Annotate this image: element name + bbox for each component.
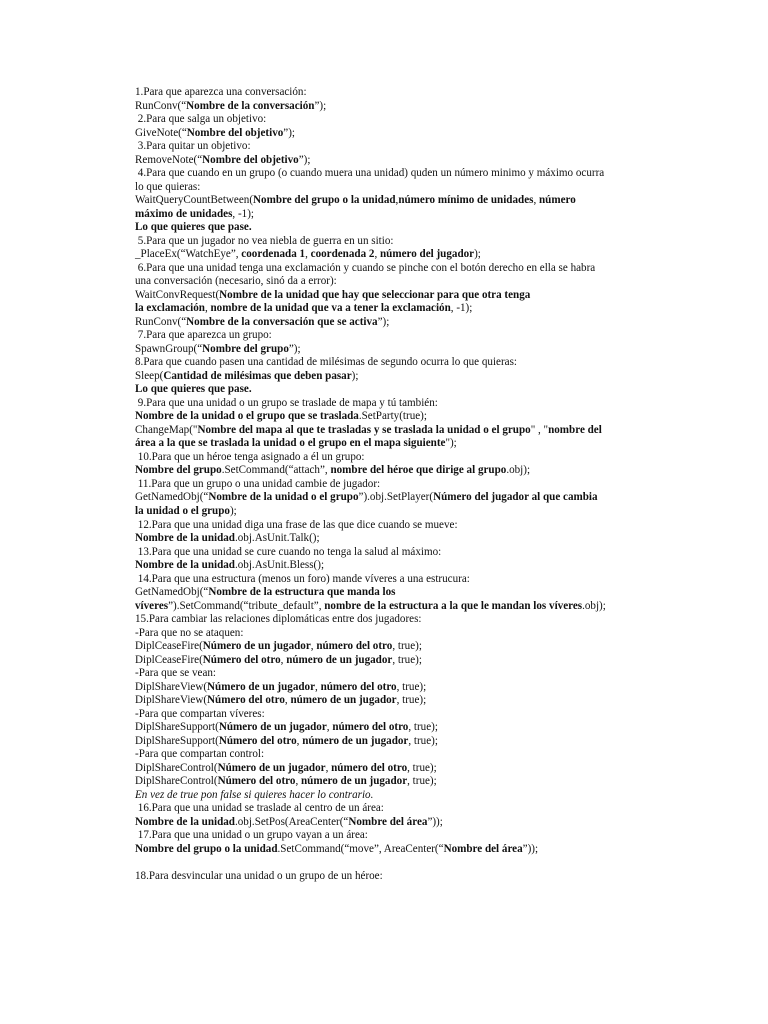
text-line (135, 478, 635, 492)
text-line (135, 600, 635, 614)
text-line (135, 802, 635, 816)
text-line (135, 762, 635, 776)
bold-text: Nombre de la unidad (135, 559, 235, 572)
text-line (135, 681, 635, 695)
text-line (135, 721, 635, 735)
text-segment: ); (229, 504, 237, 517)
text-line (135, 491, 635, 505)
text-segment: GetNamedObj(“ (135, 586, 209, 599)
text-segment: , (315, 680, 321, 693)
text-segment: 7.Para que aparezca un grupo: (135, 329, 272, 342)
text-segment: , (325, 761, 332, 774)
text-line (135, 464, 635, 478)
text-segment: ”).SetCommand(“tribute_default”, (168, 599, 325, 612)
bold-text: Número del otro (218, 734, 297, 747)
bold-text: Nombre de la unidad o el grupo que se traslada (135, 410, 359, 423)
text-segment: , -1); (450, 302, 473, 315)
text-segment: RemoveNote(“ (135, 153, 203, 166)
text-segment: ”); (283, 126, 295, 139)
bold-text: Nombre del mapa al que te trasladas y se traslada la unidad o el grupo (197, 423, 531, 436)
text-segment: WaitConvRequest( (135, 288, 220, 301)
bold-text: número mínimo de unidades (398, 194, 534, 207)
text-segment: , -1); (232, 207, 254, 220)
bold-text: número de un jugador (290, 694, 397, 707)
text-line (135, 654, 635, 668)
text-line (135, 816, 635, 830)
text-line (135, 208, 635, 222)
text-segment: DiplShareView( (135, 694, 208, 707)
text-line (135, 140, 635, 154)
bold-text: víveres (135, 599, 169, 612)
text-segment: , (204, 302, 211, 315)
text-line (135, 505, 635, 519)
text-line (135, 194, 635, 208)
bold-text: número (538, 194, 576, 207)
text-segment: , (310, 640, 317, 653)
text-segment: GetNamedObj(“ (135, 491, 209, 504)
text-segment: .SetCommand(“move”, AreaCenter(“ (277, 842, 444, 855)
text-segment: 12.Para que una unidad diga una frase de las que dice cuando se mueve: (135, 518, 458, 531)
text-segment: , true); (408, 721, 438, 734)
text-segment: ChangeMap(" (135, 423, 198, 436)
text-segment: .SetCommand(“attach”, (221, 464, 331, 477)
text-line (135, 262, 635, 276)
text-line (135, 775, 635, 789)
document-page (135, 86, 635, 883)
text-segment: 8.Para que cuando pasen una cantidad de milésimas de segundo ocurra lo que quieras: (135, 356, 517, 369)
text-line (135, 627, 635, 641)
text-line (135, 329, 635, 343)
text-segment: , true); (392, 653, 422, 666)
bold-text: número del otro (331, 761, 408, 774)
text-line (135, 113, 635, 127)
text-line (135, 546, 635, 560)
text-segment: GiveNote(“ (135, 126, 187, 139)
text-segment: DiplShareSupport( (135, 721, 219, 734)
text-segment: , true); (396, 680, 427, 693)
text-segment: 14.Para que una estructura (menos un foro) mande víveres a una estrucura: (135, 572, 470, 585)
text-line (135, 86, 635, 100)
text-line (135, 870, 635, 884)
text-line (135, 221, 635, 235)
bold-text: nombre del (548, 423, 602, 436)
text-segment: DiplShareControl( (135, 761, 218, 774)
bold-text: Número del jugador al que cambia (433, 491, 598, 504)
text-segment: 10.Para que un héroe tenga asignado a él un grupo: (135, 450, 365, 463)
text-line (135, 383, 635, 397)
text-segment: DiplShareControl( (135, 775, 218, 788)
text-segment: DiplCeaseFire( (135, 653, 203, 666)
text-segment: -Para que no se ataquen: (135, 626, 244, 639)
text-line (135, 370, 635, 384)
bold-text: Nombre de la estructura que manda los (208, 586, 396, 599)
text-line (135, 302, 635, 316)
text-segment: ); (351, 369, 359, 382)
bold-text: número del otro (320, 680, 397, 693)
text-segment: 3.Para quitar un objetivo: (135, 140, 251, 153)
text-segment: WaitQueryCountBetween( (135, 194, 254, 207)
bold-text: Nombre de la unidad que hay que seleccionar para que otra tenga (219, 288, 531, 301)
text-segment: ”); (288, 342, 301, 355)
bold-text: número del jugador (379, 248, 475, 261)
text-segment: ”); (298, 153, 311, 166)
bold-text: máximo de unidades (135, 207, 233, 220)
text-line (135, 667, 635, 681)
italic-text: En vez de true pon false si quieres hacer lo contrario. (135, 788, 374, 801)
bold-text: nombre de la unidad que va a tener la exclamación (210, 302, 451, 315)
text-segment: DiplShareSupport( (135, 734, 219, 747)
text-segment: , true); (392, 640, 422, 653)
text-line (135, 397, 635, 411)
text-line (135, 154, 635, 168)
bold-text: Nombre de la unidad (135, 815, 235, 828)
text-segment: , (305, 248, 311, 261)
text-segment: , (295, 775, 301, 788)
text-line (135, 275, 635, 289)
bold-text: nombre de la estructura a la que le mandan los víveres (324, 599, 583, 612)
text-segment: -Para que compartan víveres: (135, 707, 265, 720)
text-segment: ”).obj.SetPlayer( (358, 491, 434, 504)
text-segment: lo que quieras: (135, 180, 201, 193)
bold-text: Nombre del objetivo (186, 126, 284, 139)
text-segment: _PlaceEx(“WatchEye”, (135, 248, 242, 261)
text-segment: , (296, 734, 303, 747)
text-segment: , (395, 194, 399, 207)
text-segment: "); (445, 437, 457, 450)
text-line (135, 735, 635, 749)
bold-text: la exclamación (135, 302, 205, 315)
text-segment: .obj.AsUnit.Bless(); (234, 559, 325, 572)
text-segment: 18.Para desvincular una unidad o un grupo de un héroe: (135, 869, 383, 882)
text-segment: , true); (407, 775, 437, 788)
text-line (135, 289, 635, 303)
text-line (135, 127, 635, 141)
text-line (135, 843, 635, 857)
text-segment: DiplShareView( (135, 680, 208, 693)
bold-text: número del otro (316, 640, 393, 653)
bold-text: Cantidad de milésimas que deben pasar (163, 369, 352, 382)
text-segment: , true); (396, 694, 427, 707)
text-line (135, 316, 635, 330)
bold-text: nombre del héroe que dirige al grupo (330, 464, 507, 477)
bold-text: Nombre del grupo o la unidad (253, 194, 396, 207)
text-segment: 17.Para que una unidad o un grupo vayan a un área: (135, 829, 368, 842)
text-segment: , (280, 653, 287, 666)
bold-text: coordenada 2 (310, 248, 375, 261)
bold-text: Nombre del área (348, 815, 428, 828)
text-segment: ”)); (427, 815, 443, 828)
bold-text: coordenada 1 (241, 248, 306, 261)
bold-text: Nombre del objetivo (202, 153, 299, 166)
bold-text: área a la que se traslada la unidad o el grupo en el mapa siguiente (135, 437, 446, 450)
text-line (135, 248, 635, 262)
text-segment: , (326, 721, 333, 734)
bold-text: número de un jugador (286, 653, 393, 666)
bold-text: Lo que quieres que pase. (135, 383, 252, 396)
text-segment: 11.Para que un grupo o una unidad cambie de jugador: (135, 477, 381, 490)
bold-text: Número del otro (207, 694, 285, 707)
bold-text: Número de un jugador (202, 640, 311, 653)
text-segment: Sleep( (135, 369, 164, 382)
bold-text: Número del otro (202, 653, 281, 666)
text-segment: 6.Para que una unidad tenga una exclamación y cuando se pinche con el botón derecho en ella se habra (135, 261, 596, 274)
text-line (135, 586, 635, 600)
text-line (135, 613, 635, 627)
text-segment: .SetParty(true); (358, 410, 427, 423)
text-line (135, 573, 635, 587)
text-segment: , true); (407, 761, 437, 774)
text-segment: ”)); (522, 842, 539, 855)
text-line (135, 694, 635, 708)
text-segment: , (374, 248, 380, 261)
text-segment: una conversación (necesario, sinó da a error): (135, 275, 337, 288)
text-line (135, 235, 635, 249)
text-segment: SpawnGroup(“ (135, 342, 203, 355)
text-segment: 16.Para que una unidad se traslade al centro de un área: (135, 802, 384, 815)
text-line (135, 424, 635, 438)
text-segment: .obj); (506, 464, 531, 477)
text-segment: " , " (530, 423, 549, 436)
text-segment: 5.Para que un jugador no vea niebla de guerra en un sitio: (135, 234, 394, 247)
text-segment: , (533, 194, 539, 207)
text-line (135, 181, 635, 195)
text-line (135, 167, 635, 181)
text-segment: ”); (377, 315, 390, 328)
text-line (135, 532, 635, 546)
bold-text: Número de un jugador (217, 761, 326, 774)
text-segment: 2.Para que salga un objetivo: (135, 113, 267, 126)
text-line (135, 451, 635, 465)
text-line (135, 748, 635, 762)
text-line (135, 410, 635, 424)
text-segment: 13.Para que una unidad se cure cuando no tenga la salud al máximo: (135, 545, 442, 558)
bold-text: Nombre de la conversación que se activa (186, 315, 378, 328)
bold-text: Número de un jugador (218, 721, 327, 734)
bold-text: Nombre de la unidad (135, 532, 235, 545)
text-segment: .obj.SetPos(AreaCenter(“ (234, 815, 349, 828)
text-line (135, 437, 635, 451)
bold-text: número del otro (332, 721, 409, 734)
text-segment: ”); (314, 99, 327, 112)
text-segment: 1.Para que aparezca una conversación: (135, 86, 307, 98)
text-line (135, 356, 635, 370)
text-line (135, 789, 635, 803)
text-segment: .obj.AsUnit.Talk(); (234, 532, 320, 545)
text-segment: RunConv(“ (135, 315, 187, 328)
text-line (135, 559, 635, 573)
bold-text: Nombre de la conversación (186, 99, 315, 112)
text-line (135, 829, 635, 843)
bold-text: número de un jugador (302, 734, 409, 747)
bold-text: número de un jugador (300, 775, 408, 788)
text-segment: ); (474, 248, 481, 261)
bold-text: Nombre del grupo (135, 464, 222, 477)
text-segment: .obj); (582, 599, 606, 612)
bold-text: Nombre del área (443, 842, 523, 855)
text-segment: DiplCeaseFire( (135, 640, 203, 653)
bold-text: Número del otro (217, 775, 296, 788)
bold-text: Número de un jugador (207, 680, 316, 693)
bold-text: Lo que quieres que pase. (135, 221, 252, 234)
bold-text: Nombre del grupo o la unidad (135, 842, 278, 855)
text-line (135, 640, 635, 654)
text-segment: , (284, 694, 291, 707)
text-segment: 4.Para que cuando en un grupo (o cuando muera una unidad) quden un número minimo y máximo ocurra (135, 167, 605, 180)
text-line (135, 708, 635, 722)
bold-text: la unidad o el grupo (135, 504, 230, 517)
bold-text: Nombre del grupo (202, 342, 289, 355)
bold-text: Nombre de la unidad o el grupo (208, 491, 359, 504)
text-line (135, 343, 635, 357)
text-segment: RunConv(“ (135, 99, 187, 112)
text-line (135, 856, 635, 870)
text-segment: 15.Para cambiar las relaciones diplomáticas entre dos jugadores: (135, 613, 422, 626)
text-line (135, 100, 635, 114)
text-segment: , true); (408, 734, 438, 747)
text-line (135, 519, 635, 533)
text-segment: 9.Para que una unidad o un grupo se traslade de mapa y tú también: (135, 396, 438, 409)
text-segment: -Para que se vean: (135, 667, 217, 680)
text-segment: -Para que compartan control: (135, 748, 265, 761)
